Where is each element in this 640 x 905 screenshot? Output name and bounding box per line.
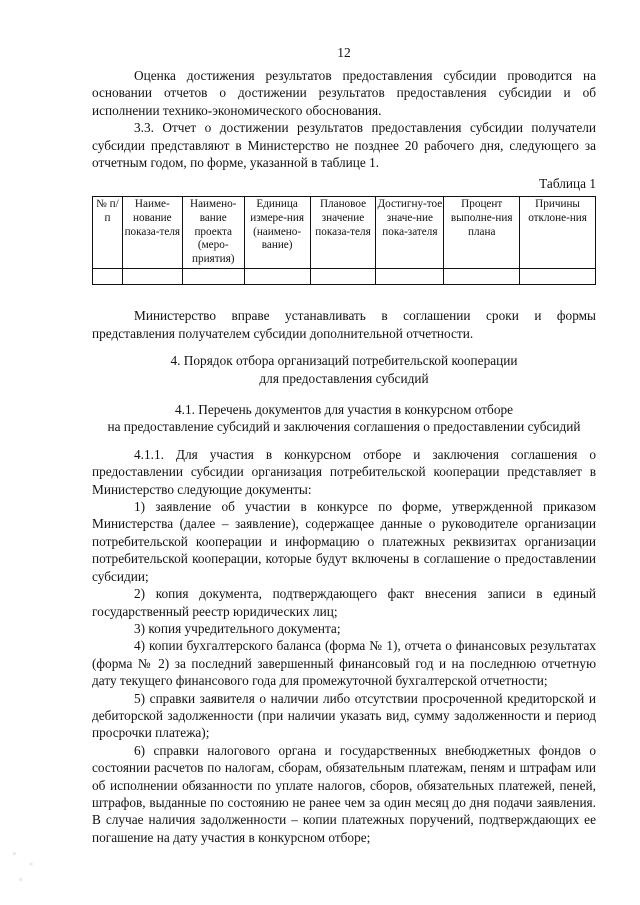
subsection-4-1-title-line-1: 4.1. Перечень документов для участия в конкурсном отборе bbox=[174, 402, 514, 418]
table-header-cell: Причины отклоне-ния bbox=[520, 197, 596, 269]
table-header-cell: Наимено-вание проекта (меро-приятия) bbox=[182, 197, 244, 269]
table-header-cell: Процент выполне-ния плана bbox=[444, 197, 520, 269]
table-header-cell: Наиме-нование показа-теля bbox=[122, 197, 182, 269]
paragraph-additional-reporting: Министерство вправе устанавливать в соглашении сроки и формы представления получателем субсидии дополнительной отчетности. bbox=[92, 308, 596, 341]
table-empty-row bbox=[93, 269, 596, 285]
table-header-cell: Плановое значение показа-теля bbox=[310, 197, 376, 269]
table-cell bbox=[244, 269, 310, 285]
section-4-title-line-1: 4. Порядок отбора организаций потребительской кооперации bbox=[170, 353, 518, 369]
page-number: 12 bbox=[337, 45, 351, 60]
table-cell bbox=[182, 269, 244, 285]
paragraph-4-1-1: 4.1.1. Для участия в конкурсном отборе и заключения соглашения о предоставлении субсидии организация потребительской кооперации представляет в Министерство следующие документы: bbox=[92, 446, 596, 497]
table-header-cell: Достигну-тое значе-ние пока-зателя bbox=[376, 197, 444, 269]
section-4-title-line-2: для предоставления субсидий bbox=[259, 370, 429, 386]
table-cell bbox=[444, 269, 520, 285]
paragraph-evaluation: Оценка достижения результатов предоставления субсидии проводится на основании отчетов о достижении результатов предоставления субсидии и об исполнении технико-экономического обоснования. bbox=[92, 68, 596, 118]
subsection-4-1-title-line-2: на предоставление субсидий и заключения соглашения о предоставлении субсидий bbox=[107, 419, 581, 435]
table-cell bbox=[93, 269, 123, 285]
report-table bbox=[92, 196, 596, 285]
table-header-row bbox=[93, 197, 596, 269]
table-header-cell: № п/п bbox=[93, 197, 123, 269]
list-item-2: 2) копия документа, подтверждающего факт внесения записи в единый государственный реестр юридических лиц; bbox=[92, 586, 596, 619]
table-cell bbox=[376, 269, 444, 285]
table-cell bbox=[122, 269, 182, 285]
table-cell bbox=[310, 269, 376, 285]
list-item-4: 4) копии бухгалтерского баланса (форма № 1), отчета о финансовых результатах (форма № 2) за последний завершенный финансовый год и на последнюю отчетную дату текущего финансового года для промежуточной бухгалтерской отчетности; bbox=[92, 638, 596, 689]
table-header-cell: Единица измере-ния (наимено-вание) bbox=[244, 197, 310, 269]
list-item-5: 5) справки заявителя о наличии либо отсутствии просроченной кредиторской и дебиторской задолженности (при наличии указать вид, сумму задолженности и период просрочки платежа); bbox=[92, 690, 596, 741]
paragraph-3-3: 3.3. Отчет о достижении результатов предоставления субсидии получатели субсидии представляют в Министерство не позднее 20 рабочего дня, следующего за отчетным годом, по форме, указанной в таблице 1. bbox=[92, 120, 596, 171]
list-item-3: 3) копия учредительного документа; bbox=[134, 620, 341, 636]
list-item-6: 6) справки налогового органа и государственных внебюджетных фондов о состоянии расчетов по налогам, сборам, обязательным платежам, пеням и штрафам или об исполнении обязанности по уплате налогов, сборов, обязательных платежей, пеней, штрафов, выданные по состоянию не ранее чем за один месяц до дня подачи заявления. В случае наличия задолженности – копии платежных поручений, подтверждающих ее погашение на дату участия в конкурсном отборе; bbox=[92, 742, 596, 845]
table-cell bbox=[520, 269, 596, 285]
table-caption: Таблица 1 bbox=[539, 176, 596, 192]
scan-artifact bbox=[6, 838, 48, 890]
document-page bbox=[92, 44, 596, 846]
list-item-1: 1) заявление об участии в конкурсе по форме, утвержденной приказом Министерства (далее – заявление), содержащее данные о руководителе организации потребительской кооперации и информацию о платежных реквизитах организации потребительской кооперации, которые будут включены в соглашение о предоставлении субсидии; bbox=[92, 499, 596, 584]
